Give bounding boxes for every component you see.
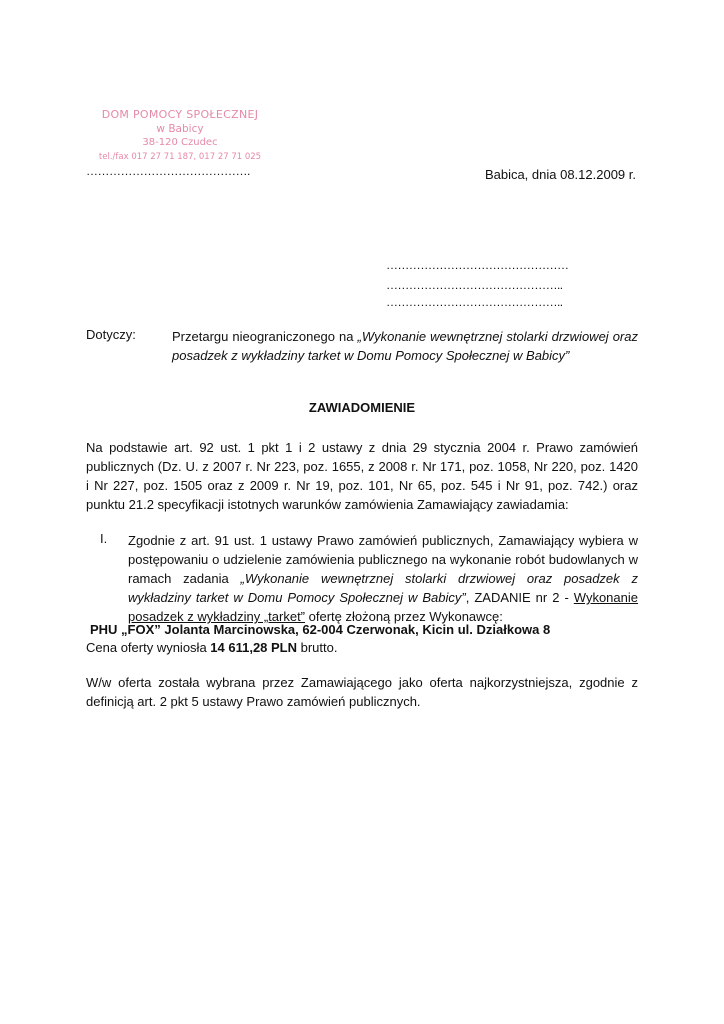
item-text-mid: , ZADANIE nr 2 -	[465, 590, 574, 605]
closing-paragraph: W/w oferta została wybrana przez Zamawiającego jako oferta najkorzystniejsza, zgodnie z definicją art. 2 pkt 5 ustawy Prawo zamówień publicznych.	[86, 675, 638, 709]
offer-price-line	[86, 640, 337, 655]
subject-text	[172, 327, 638, 365]
item-number: I.	[100, 531, 108, 546]
stamp-line-2: w Babicy	[156, 123, 204, 135]
stamp-line-1: DOM POMOCY SPOŁECZNEJ	[101, 108, 259, 121]
address-line-1: …………………………………………	[386, 258, 569, 272]
item-task-title: „Wykonanie wewnętrznej stolarki drzwiowej oraz posadzek z wykładziny tarket w Domu Pomocy Społecznej w Babicy”	[128, 571, 638, 605]
stamp-line-4: tel./fax 017 27 71 187, 017 27 71 025	[98, 152, 262, 162]
subject-title: „Wykonanie wewnętrznej stolarki drzwiowej oraz posadzek z wykładziny tarket w Domu Pomocy Społecznej w Babicy”	[172, 329, 638, 363]
item-text-before: Zgodnie z art. 91 ust. 1 ustawy Prawo zamówień publicznych, Zamawiający wybiera w postępowaniu o udzielenie zamówienia publicznego na wykonanie robót budowlanych w ramach zadania	[128, 533, 638, 586]
institution-stamp	[84, 108, 276, 164]
address-line-3: ………………………………………..	[386, 295, 563, 309]
price-amount: 14 611,28 PLN	[210, 640, 298, 655]
intro-paragraph: Na podstawie art. 92 ust. 1 pkt 1 i 2 ustawy z dnia 29 stycznia 2004 r. Prawo zamówień publicznych (Dz. U. z 2007 r. Nr 223, poz. 1655, z 2008 r. Nr 171, poz. 1058, Nr 220, poz. 1420 i Nr 227, poz. 1505 oraz z 2009 r. Nr 19, poz. 101, Nr 65, poz. 545 i Nr 91, poz. 742.) oraz punktu 21.2 specyfikacji istotnych warunków zamówienia Zamawiający zawiadamia:	[86, 440, 638, 512]
sender-signature-dots: …………………………………….	[86, 164, 250, 178]
item-text	[128, 531, 638, 626]
stamp-line-3: 38-120 Czudec	[142, 137, 218, 148]
item-task-name: Wykonanie posadzek z wykładziny „tarket”	[128, 590, 638, 624]
item-text-after: ofertę złożoną przez Wykonawcę:	[305, 609, 503, 624]
subject-label: Dotyczy:	[86, 327, 136, 342]
winning-contractor: PHU „FOX” Jolanta Marcinowska, 62-004 Czerwonak, Kicin ul. Działkowa 8	[90, 622, 551, 637]
subject-prefix: Przetargu nieograniczonego na	[172, 329, 358, 344]
price-prefix: Cena oferty wyniosła	[86, 640, 211, 655]
place-date-line: Babica, dnia 08.12.2009 r.	[484, 167, 636, 182]
address-line-2: ………………………………………..	[386, 278, 563, 292]
price-suffix: brutto.	[297, 640, 338, 655]
document-title: ZAWIADOMIENIE	[308, 400, 416, 415]
